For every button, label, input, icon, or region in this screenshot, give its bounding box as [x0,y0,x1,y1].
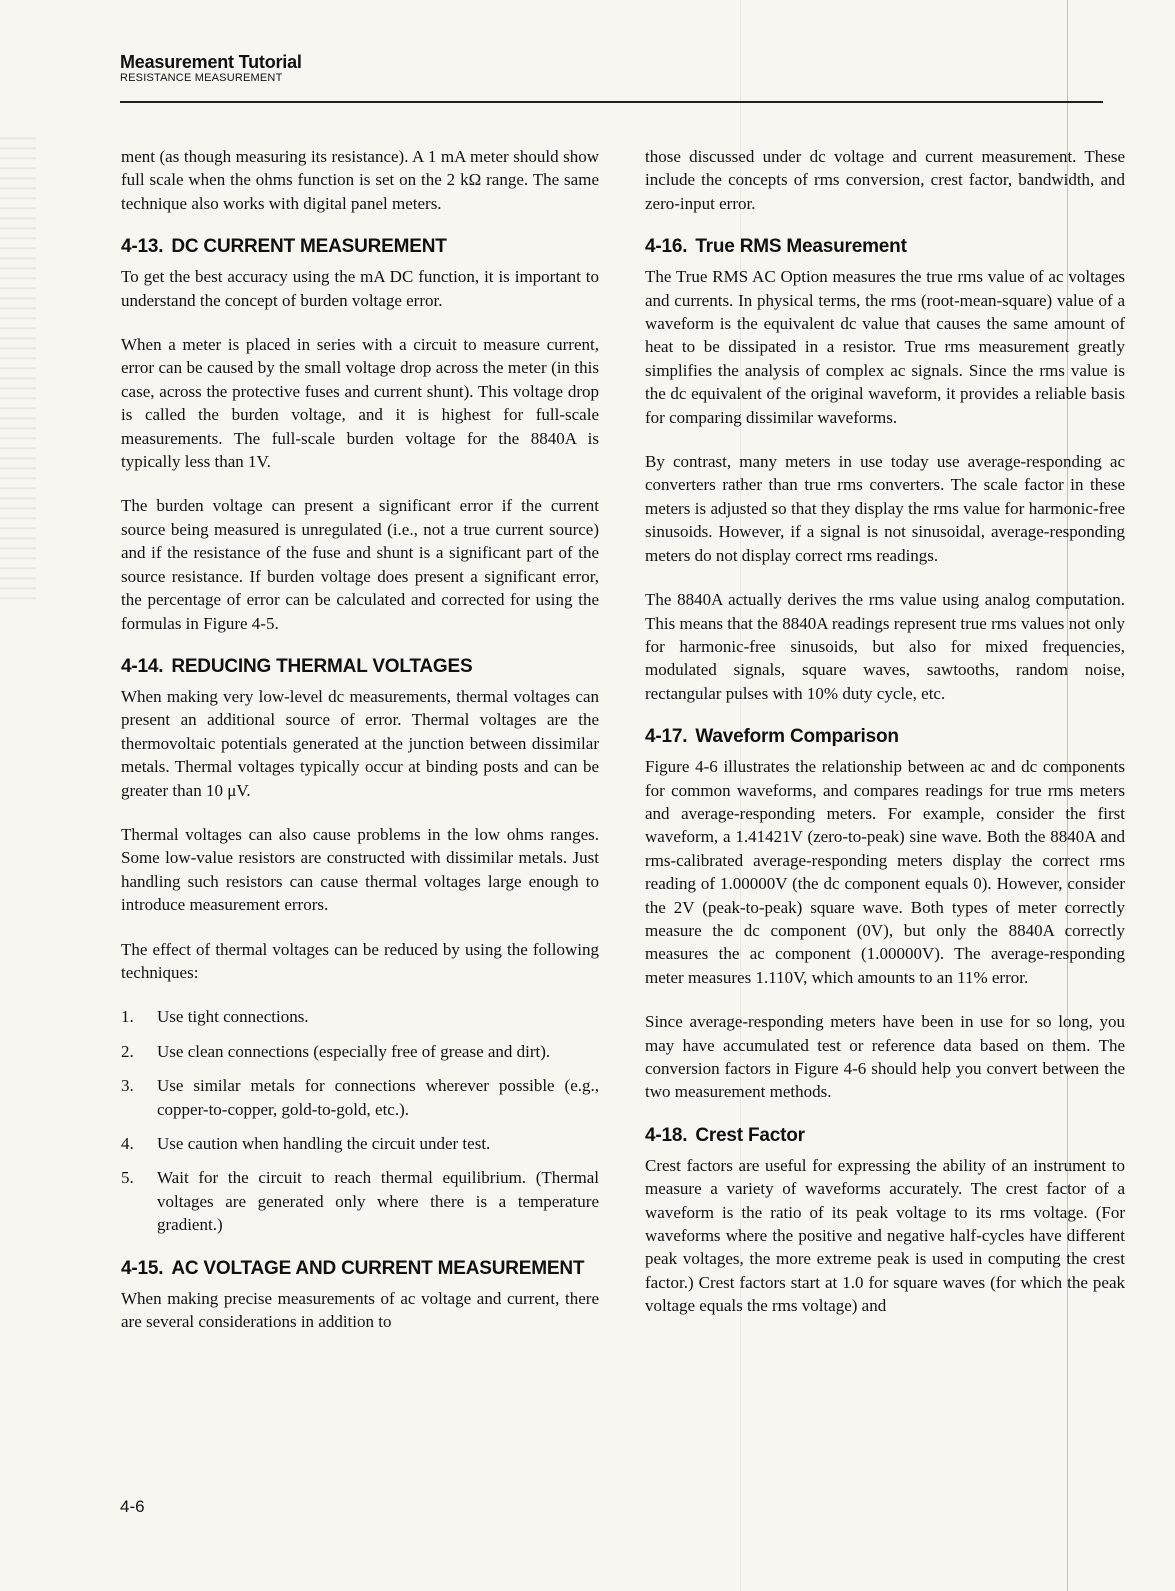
list-item-text: Use clean connections (especially free of grease and dirt). [157,1041,551,1061]
section-heading-4-18 [645,1125,1125,1147]
paragraph: Since average-responding meters have been in use for so long, you may have accumulated test or reference data based on them. The conversion factors in Figure 4-6 should help you convert between the two measurement methods. [645,1012,1125,1102]
section-heading-4-14 [121,656,599,678]
section-heading-4-13 [121,236,599,258]
page-header [120,52,302,85]
page-number: 4-6 [120,1497,145,1516]
header-title: Measurement Tutorial [120,52,302,72]
paragraph: Crest factors are useful for expressing the ability of an instrument to measure a variety of waveforms accurately. The crest factor of a waveform is the ratio of its peak voltage to its rms voltage. (For waveforms where the positive and negative half-cycles have different peak voltages, the more extreme peak is used in computing the crest factor.) Crest factors start at 1.0 for square waves (for which the peak voltage equals the rms voltage) and [645,1155,1125,1316]
list-item-number: 2. [121,1041,134,1061]
section-title: DC CURRENT MEASUREMENT [171,236,447,258]
paragraph: The True RMS AC Option measures the true rms value of ac voltages and currents. In physical terms, the rms (root-mean-square) value of a waveform is the equivalent dc value that causes the same amount of heat to be dissipated in a resistor. True rms measurement greatly simplifies the analysis of complex ac signals. Since the rms value is the dc equivalent of the original waveform, it provides a reliable basis for comparing dissimilar waveforms. [645,267,1125,427]
section-title: AC VOLTAGE AND CURRENT MEASUREMENT [171,1257,585,1279]
paragraph: By contrast, many meters in use today use average-responding ac converters rather than true rms converters. The scale factor in these meters is adjusted so that they display the rms value for harmonic-free sinusoids. However, if a signal is not sinusoidal, average-responding meters do not display correct rms readings. [645,452,1125,565]
paragraph: When making precise measurements of ac voltage and current, there are several considerations in addition to [121,1288,599,1332]
list-item-number: 3. [121,1076,134,1096]
list-item [121,1132,599,1155]
list-item [121,1074,599,1121]
continued-paragraph: ment (as though measuring its resistance). A 1 mA meter should show full scale when the ohms function is set on the 2 kΩ range. The same technique also works with digital panel meters. [121,147,599,213]
section-title: Crest Factor [695,1124,805,1146]
section-heading-4-17 [645,726,1125,748]
continued-paragraph: those discussed under dc voltage and current measurement. These include the concepts of rms conversion, crest factor, bandwidth, and zero-input error. [645,147,1125,213]
section-number: 4-18. [645,1124,688,1146]
scan-edge-noise [0,130,36,600]
paragraph: Thermal voltages can also cause problems in the low ohms ranges. Some low-value resistors are constructed with dissimilar metals. Just handling such resistors can cause thermal voltages large enough to introduce measurement errors. [121,824,599,915]
section-heading-4-15 [121,1258,599,1280]
list-item [121,1040,599,1063]
paragraph: To get the best accuracy using the mA DC function, it is important to understand the concept of burden voltage error. [121,267,599,310]
section-number: 4-17. [645,726,688,748]
header-rule [120,101,1103,103]
section-title: REDUCING THERMAL VOLTAGES [171,655,473,677]
paragraph: The 8840A actually derives the rms value using analog computation. This means that the 8840A readings represent true rms values not only for harmonic-free sinusoids, but also for mixed frequencies, modulated signals, square waves, sawtooths, random noise, rectangular pulses with 10% duty cycle, etc. [645,590,1125,703]
section-number: 4-14. [121,655,164,677]
section-number: 4-15. [121,1257,164,1279]
list-item-number: 5. [121,1168,134,1188]
paragraph: Figure 4-6 illustrates the relationship between ac and dc components for common waveforms, and compares readings for true rms meters and average-responding meters. For example, consider the first waveform, a 1.41421V (zero-to-peak) sine wave. Both the 8840A and rms-calibrated average-responding meters display the correct rms reading of 1.00000V (the dc component equals 0). However, consider the 2V (peak-to-peak) square wave. Both types of meter correctly measure the dc component (0V), but only the 8840A correctly measures the ac component (1.00000V). The average-responding meter measures 1.110V, which amounts to an 11% error. [645,757,1125,987]
left-column [121,145,599,1354]
section-heading-4-16 [645,236,1125,258]
list-item [121,1005,599,1028]
section-number: 4-13. [121,236,164,258]
list-item-text: Use similar metals for connections wherever possible (e.g., copper-to-copper, gold-to-gold, etc.). [157,1076,599,1119]
list-item-text: Use caution when handling the circuit under test. [157,1134,491,1153]
section-title: True RMS Measurement [695,236,907,258]
list-item-number: 4. [121,1134,134,1153]
list-item-number: 1. [121,1007,134,1027]
paragraph: The effect of thermal voltages can be reduced by using the following techniques: [121,939,599,982]
section-number: 4-16. [645,236,688,258]
right-column [645,145,1125,1339]
list-item [121,1166,599,1236]
paragraph: When a meter is placed in series with a circuit to measure current, error can be caused by the small voltage drop across the meter (in this case, across the protective fuses and current shunt). This voltage drop is called the burden voltage, and it is highest for full-scale measurements. The full-scale burden voltage for the 8840A is typically less than 1V. [121,335,599,472]
paragraph: When making very low-level dc measurements, thermal voltages can present an additional source of error. Thermal voltages are the thermovoltaic potentials generated at the junction between dissimilar metals. Thermal voltages typically occur at binding posts and can be greater than 10 μV. [121,686,599,800]
header-subtitle: RESISTANCE MEASUREMENT [120,72,283,84]
paragraph: The burden voltage can present a significant error if the current source being measured is unregulated (i.e., not a true current source) and if the resistance of the fuse and shunt is a significant part of the source resistance. If burden voltage does present a significant error, the percentage of error can be calculated and corrected for using the formulas in Figure 4-5. [121,496,599,633]
list-item-text: Use tight connections. [157,1007,309,1027]
list-item-text: Wait for the circuit to reach thermal equilibrium. (Thermal voltages are generated only where there is a temperature gradient.) [157,1168,599,1235]
technique-list [121,1005,599,1236]
section-title: Waveform Comparison [695,726,899,748]
